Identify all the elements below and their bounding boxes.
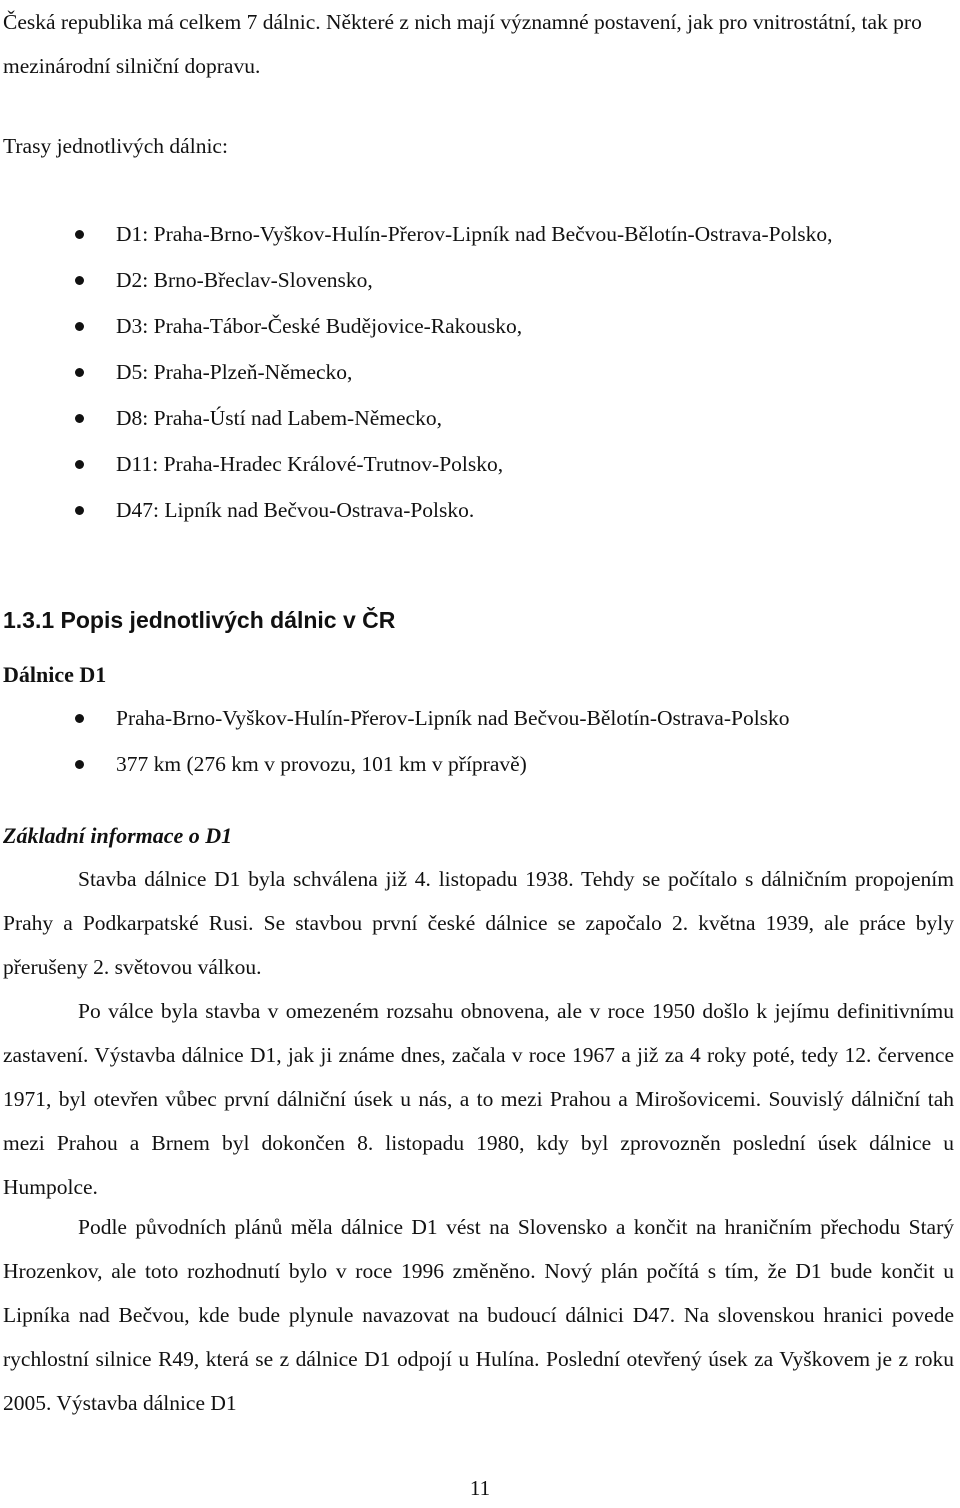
bullet-icon	[75, 460, 84, 469]
list-item: D2: Brno-Břeclav-Slovensko,	[0, 257, 833, 303]
bullet-icon	[75, 230, 84, 239]
body-paragraph: Podle původních plánů měla dálnice D1 vést na Slovensko a končit na hraničním přechodu Starý Hrozenkov, ale toto rozhodnutí bylo v roce 1996 změněno. Nový plán počítá s tím, že D1 bude končit u Lipníka nad Bečvou, kde bude plynule navazovat na budoucí dálnici D47. Na slovenskou hranici povede rychlostní silnice R49, která se z dálnice D1 odpojí u Hulína. Poslední otevřený úsek za Vyškovem je z roku 2005. Výstavba dálnice D1	[3, 1215, 954, 1415]
list-item: 377 km (276 km v provozu, 101 km v přípravě)	[0, 741, 790, 787]
list-item: D47: Lipník nad Bečvou-Ostrava-Polsko.	[0, 487, 833, 533]
body-paragraph: Po válce byla stavba v omezeném rozsahu obnovena, ale v roce 1950 došlo k jejímu definitivnímu zastavení. Výstavba dálnice D1, jak ji známe dnes, začala v roce 1967 a již za 4 roky poté, tedy 12. července 1971, byl otevřen vůbec první dálniční úsek u nás, a to mezi Prahou a Mirošovicemi. Souvislý dálniční tah mezi Prahou a Brnem byl dokončen 8. listopadu 1980, kdy byl zprovozněn poslední úsek dálnice u Humpolce.	[3, 999, 954, 1199]
section-heading: 1.3.1 Popis jednotlivých dálnic v ČR	[3, 607, 396, 633]
bullet-icon	[75, 760, 84, 769]
list-item: D11: Praha-Hradec Králové-Trutnov-Polsko,	[0, 441, 833, 487]
list-item: D1: Praha-Brno-Vyškov-Hulín-Přerov-Lipník nad Bečvou-Bělotín-Ostrava-Polsko,	[0, 211, 833, 257]
info-heading: Základní informace o D1	[3, 823, 233, 848]
routes-label: Trasy jednotlivých dálnic:	[3, 134, 228, 158]
list-item: D5: Praha-Plzeň-Německo,	[0, 349, 833, 395]
list-item: D3: Praha-Tábor-České Budějovice-Rakousko,	[0, 303, 833, 349]
list-item: D8: Praha-Ústí nad Labem-Německo,	[0, 395, 833, 441]
bullet-icon	[75, 276, 84, 285]
bullet-icon	[75, 322, 84, 331]
routes-list	[0, 211, 833, 533]
intro-paragraph: Česká republika má celkem 7 dálnic. Některé z nich mají významné postavení, jak pro vnitrostátní, tak pro mezinárodní silniční dopravu.	[3, 10, 922, 78]
bullet-icon	[75, 368, 84, 377]
list-item: Praha-Brno-Vyškov-Hulín-Přerov-Lipník nad Bečvou-Bělotín-Ostrava-Polsko	[0, 695, 790, 741]
bullet-icon	[75, 714, 84, 723]
d1-facts-list	[0, 695, 790, 787]
bullet-icon	[75, 414, 84, 423]
body-paragraph: Stavba dálnice D1 byla schválena již 4. listopadu 1938. Tehdy se počítalo s dálničním propojením Prahy a Podkarpatské Rusi. Se stavbou první české dálnice se započalo 2. května 1939, ale práce byly přerušeny 2. světovou válkou.	[3, 867, 954, 979]
section-subheading: Dálnice D1	[3, 662, 107, 687]
page-number: 11	[469, 1476, 491, 1500]
bullet-icon	[75, 506, 84, 515]
